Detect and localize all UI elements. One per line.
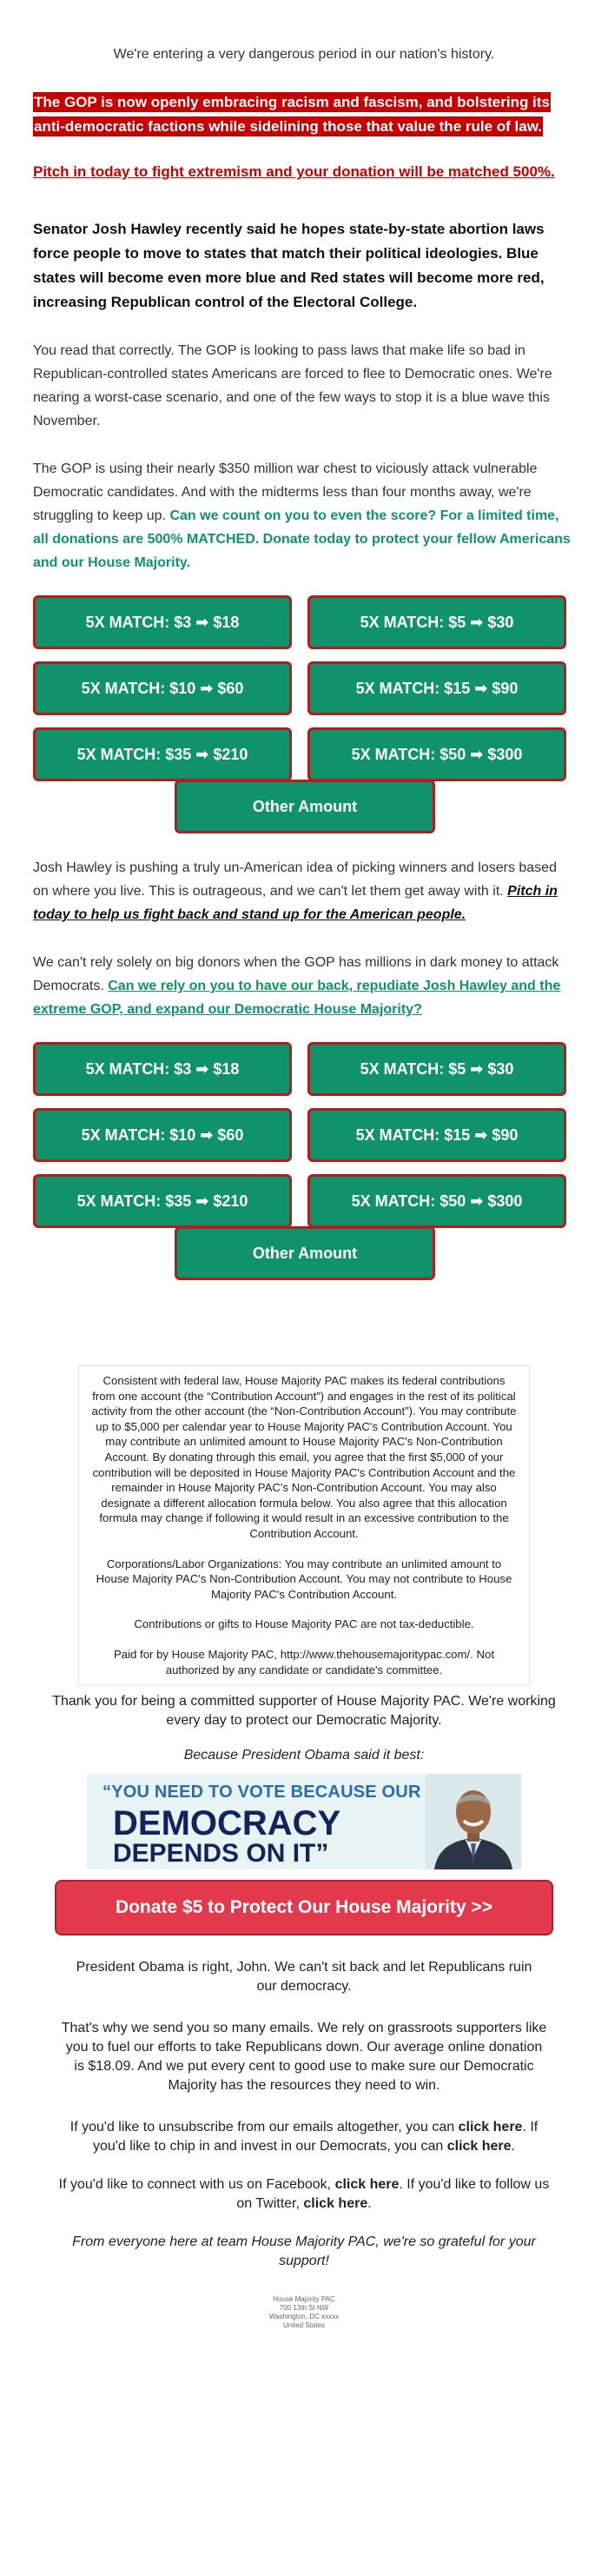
intro-text: We're entering a very dangerous period in our nation's history. (113, 47, 495, 62)
match-15-button[interactable]: 5X MATCH: $15 ➡ $90 (307, 1108, 566, 1162)
legal-tax-text: Contributions or gifts to House Majority PAC are not tax-deductible. (134, 1617, 474, 1631)
highlight-text: The GOP is now openly embracing racism and fascism, and bolstering its anti-democratic factions while sidelining those that value the rule of law. (34, 94, 550, 135)
match-3-button[interactable]: 5X MATCH: $3 ➡ $18 (33, 595, 292, 649)
donate-5-button[interactable]: Donate $5 to Protect Our House Majority >> (55, 1880, 553, 1935)
match-15-button[interactable]: 5X MATCH: $15 ➡ $90 (307, 661, 566, 715)
read-paragraph: You read that correctly. The GOP is looking to pass laws that make life so bad in Republican-controlled states Americans are forced to flee to Democratic ones. We're nearing a worst-case scenario, and one of the few ways to stop it is a blue wave this November. (33, 343, 552, 428)
paid-for-text: Paid for by House Majority PAC, http://www.thehousemajoritypac.com/. Not authorized by any candidate or candidate's committee. (113, 1647, 495, 1676)
match-10-button[interactable]: 5X MATCH: $10 ➡ $60 (33, 1108, 292, 1162)
unsubscribe-link[interactable]: click here (458, 2120, 523, 2135)
match-5-button[interactable]: 5X MATCH: $5 ➡ $30 (307, 1042, 566, 1096)
chip-in-link[interactable]: click here (446, 2139, 512, 2154)
social-text: If you'd like to connect with us on Facebook, click here. If you'd like to follow us on Twitter, click here. (58, 2177, 550, 2212)
un-american-paragraph: Josh Hawley is pushing a truly un-American idea of picking winners and losers based on where you live. This is outrageous, and we can't let them get away with it. Pitch in today to help us fight back and stand up for the American people. (33, 860, 558, 922)
banner-line-1: “YOU NEED TO VOTE BECAUSE OUR (102, 1783, 421, 1803)
other-amount-button[interactable]: Other Amount (175, 780, 435, 833)
match-50-button[interactable]: 5X MATCH: $50 ➡ $300 (307, 727, 566, 781)
grassroots-text: That's why we send you so many emails. We rely on grassroots supporters like you to fuel our efforts to take Republicans down. Our average online donation is $18.09. And we put every cent to good use to make sure our Democratic Majority has the resources they need to win. (61, 2021, 547, 2094)
donation-buttons-2 (33, 1042, 575, 1280)
mailing-address: House Majority PAC 700 13th St NW Washington, DC xxxxx United States (268, 2295, 340, 2330)
match-10-button[interactable]: 5X MATCH: $10 ➡ $60 (33, 661, 292, 715)
pitch-link[interactable]: Pitch in today to fight extremism and your donation will be matched 500%. (33, 163, 555, 180)
hawley-paragraph: Senator Josh Hawley recently said he hopes state-by-state abortion laws force people to move to states that match their political ideologies. Blue states will become even more blue and Red states will become more red, increasing Republican control of the Electoral College. (33, 221, 545, 310)
legal-corporations-text: Corporations/Labor Organizations: You may contribute an unlimited amount to House Majority PAC's Non-Contribution Account. You may not contribute to House Majority PAC's Contribution Account. (96, 1557, 512, 1601)
banner-line-3: DEPENDS ON IT” (113, 1839, 329, 1869)
legal-contribution-text: Consistent with federal law, House Majority PAC makes its federal contributions from one account (the “Contribution Account”) and engages in the rest of its political activity from the other account (the “Non-Contribution Account”). You may contribute up to $5,000 per calendar year to House Majority PAC's Contribution Account. You may contribute an unlimited amount to House Majority PAC's Non-Contribution Account. By donating through this email, you agree that the first $5,000 of your contribution will be deposited in House Majority PAC's Contribution Account and the remainder in House Majority PAC's Non-Contribution Account. You may also designate a different allocation formula below. You also agree that this allocation formula may change if following it would result in an excessive contribution to the Contribution Account. (91, 1374, 517, 1540)
obama-quote-banner[interactable] (87, 1774, 521, 1869)
other-amount-button[interactable]: Other Amount (175, 1226, 435, 1280)
match-5-button[interactable]: 5X MATCH: $5 ➡ $30 (307, 595, 566, 649)
donation-buttons-1 (33, 595, 575, 833)
match-50-button[interactable]: 5X MATCH: $50 ➡ $300 (307, 1174, 566, 1228)
banner-line-2: DEMOCRACY (113, 1804, 341, 1843)
because-text: Because President Obama said it best: (183, 1748, 425, 1763)
obama-portrait-icon (426, 1774, 521, 1869)
fight-back-link[interactable]: Pitch in today to help us fight back and stand up for the American people. (33, 884, 558, 922)
signoff-text: From everyone here at team House Majority PAC, we're so grateful for your support! (72, 2234, 536, 2269)
match-35-button[interactable]: 5X MATCH: $35 ➡ $210 (33, 1174, 292, 1228)
match-3-button[interactable]: 5X MATCH: $3 ➡ $18 (33, 1042, 292, 1096)
thanks-text: Thank you for being a committed supporter of House Majority PAC. We're working every day to protect our Democratic Majority. (52, 1694, 556, 1729)
legal-disclaimer (78, 1365, 530, 1685)
match-35-button[interactable]: 5X MATCH: $35 ➡ $210 (33, 727, 292, 781)
twitter-link[interactable]: click here (303, 2196, 368, 2212)
obama-right-text: President Obama is right, John. We can't sit back and let Republicans ruin our democracy. (76, 1960, 532, 1995)
war-chest-cta[interactable]: Can we count on you to even the score? For a limited time, all donations are 500% MATCHED. Donate today to protect your fellow Americans and our House Majority. (33, 508, 571, 570)
facebook-link[interactable]: click here (334, 2177, 400, 2193)
war-chest-paragraph: The GOP is using their nearly $350 million war chest to viciously attack vulnerable Democratic candidates. And with the midterms less than four months away, we're struggling to keep up. Can we count on you to even the score? For a limited time, all donations are 500% MATCHED. Donate today to protect your fellow Americans and our House Majority. (33, 461, 571, 570)
repudiate-link[interactable]: Can we rely on you to have our back, repudiate Josh Hawley and the extreme GOP, and expand our Democratic House Majority? (33, 979, 561, 1017)
donors-paragraph: We can't rely solely on big donors when the GOP has millions in dark money to attack Democrats. Can we rely on you to have our back, repudiate Josh Hawley and the extreme GOP, and expand our Democratic House Majority? (33, 955, 561, 1017)
unsubscribe-text: If you'd like to unsubscribe from our emails altogether, you can click here. If you'd like to chip in and invest in our Democrats, you can click here. (69, 2120, 539, 2154)
